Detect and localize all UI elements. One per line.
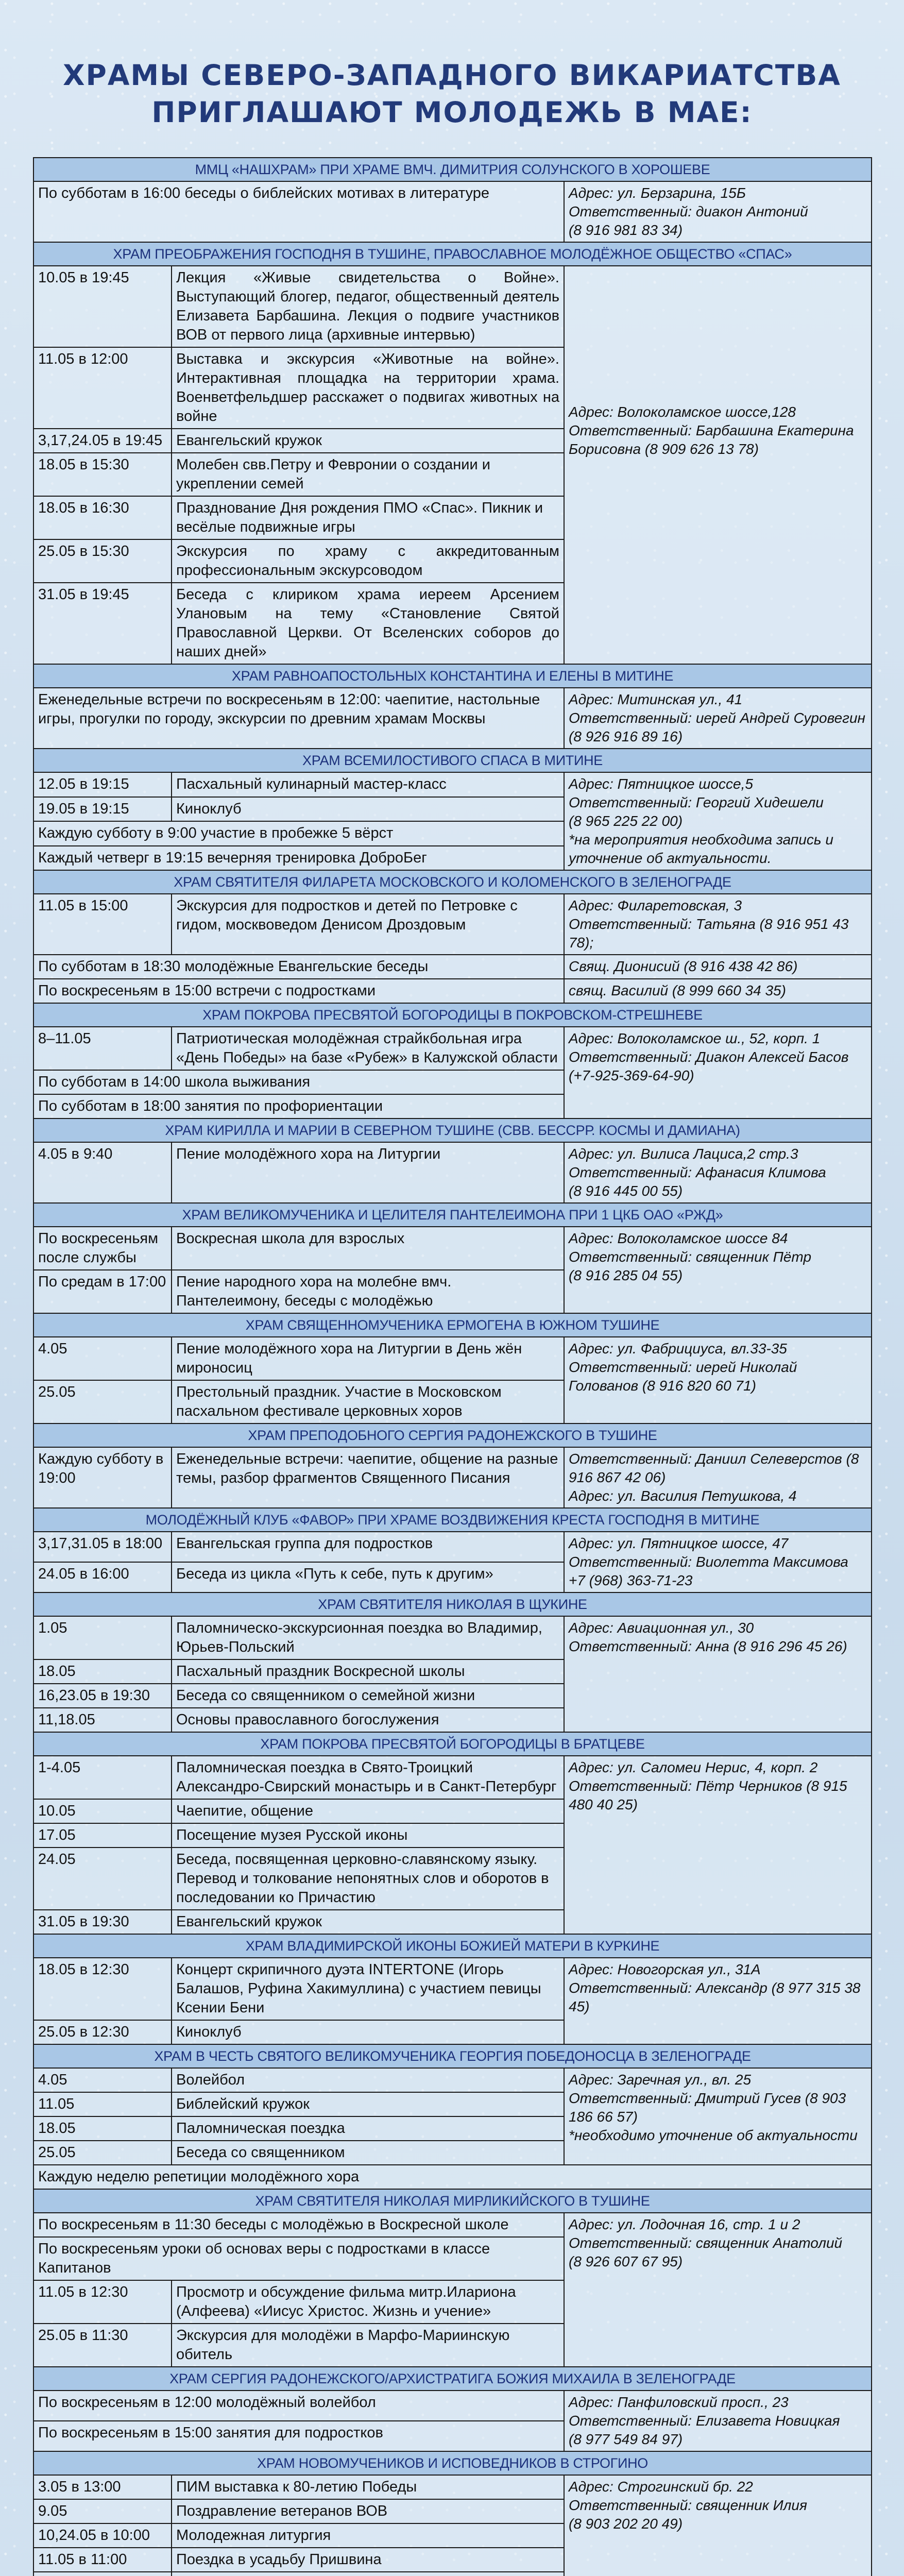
event-description: Посещение музея Русской иконы [172, 1823, 564, 1848]
event-description: Поездка в усадьбу Пришвина [172, 2548, 564, 2572]
event-date: 11.05 в 12:30 [33, 2280, 172, 2324]
event-date: 31.05 в 19:45 [33, 583, 172, 664]
event-date: 24.05 в 16:00 [33, 1562, 172, 1592]
event-row [33, 1447, 872, 1508]
event-description: Еженедельные встречи по воскресеньям в 12:00: чаепитие, настольные игры, прогулки по городу, экскурсии по древним храмам Москвы [33, 688, 564, 749]
schedule-table [33, 157, 872, 2576]
event-date: 31.05 в 19:30 [33, 1910, 172, 1934]
contact-info: Адрес: Митинская ул., 41 Ответственный: иерей Андрей Суровегин (8 926 916 89 16) [564, 688, 872, 749]
event-row [33, 1337, 872, 1380]
section-header: ХРАМ РАВНОАПОСТОЛЬНЫХ КОНСТАНТИНА И ЕЛЕНЫ В МИТИНЕ [33, 664, 872, 688]
event-date: 25.05 [33, 2141, 172, 2165]
event-description: Воскресная школа для взрослых [172, 1227, 564, 1270]
event-row [33, 1532, 872, 1562]
event-description: Престольный праздник. Участие в Московском пасхальном фестивале церковных хоров [172, 1380, 564, 1423]
event-date: 3.05 в 13:00 [33, 2475, 172, 2499]
event-row [33, 688, 872, 749]
event-date: 4.05 в 9:40 [33, 1142, 172, 1203]
event-date: 11.05 в 11:00 [33, 2548, 172, 2572]
event-date: 11.05 в 12:00 [33, 347, 172, 429]
section-header: ХРАМ ПОКРОВА ПРЕСВЯТОЙ БОГОРОДИЦЫ В БРАТЦЕВЕ [33, 1732, 872, 1756]
event-description: Паломническо-экскурсионная поездка во Владимир, Юрьев-Польский [172, 1616, 564, 1659]
event-row [33, 2068, 872, 2092]
event-date: 16,23.05 в 19:30 [33, 1684, 172, 1708]
contact-info: Адрес: Авиационная ул., 30 Ответственный: Анна (8 916 296 45 26) [564, 1616, 872, 1732]
event-row [33, 979, 872, 1003]
section-header: ХРАМ СВЯТИТЕЛЯ ФИЛАРЕТА МОСКОВСКОГО И КОЛОМЕНСКОГО В ЗЕЛЕНОГРАДЕ [33, 870, 872, 894]
section-header: ХРАМ ПОКРОВА ПРЕСВЯТОЙ БОГОРОДИЦЫ В ПОКРОВСКОМ-СТРЕШНЕВЕ [33, 1003, 872, 1027]
page-title-line-2: ПРИГЛАШАЮТ МОЛОДЕЖЬ В МАЕ: [151, 96, 753, 129]
event-date: 3,17,24.05 в 19:45 [33, 429, 172, 453]
event-date: 18.05 в 12:30 [33, 1958, 172, 2020]
page-title-line-1: ХРАМЫ СЕВЕРО-ЗАПАДНОГО ВИКАРИАТСТВА [63, 59, 841, 92]
event-row [33, 1027, 872, 1070]
event-date: 11,18.05 [33, 1708, 172, 1732]
section-header: ХРАМ НОВОМУЧЕНИКОВ И ИСПОВЕДНИКОВ В СТРОГИНО [33, 2451, 872, 2475]
event-row [33, 1142, 872, 1203]
section-header: ХРАМ ВЕЛИКОМУЧЕНИКА И ЦЕЛИТЕЛЯ ПАНТЕЛЕИМОНА ПРИ 1 ЦКБ ОАО «РЖД» [33, 1203, 872, 1227]
contact-info: Адрес: Пятницкое шоссе,5 Ответственный: Георгий Хидешели (8 965 225 22 00) *на мероприятия необходима запись и уточнение об актуальности. [564, 772, 872, 870]
event-date: 1-4.05 [33, 1756, 172, 1799]
event-row [33, 1227, 872, 1270]
section-header: ХРАМ КИРИЛЛА И МАРИИ В СЕВЕРНОМ ТУШИНЕ (СВВ. БЕССРР. КОСМЫ И ДАМИАНА) [33, 1118, 872, 1142]
section-header-row [33, 870, 872, 894]
section-header: ММЦ «НАШХРАМ» ПРИ ХРАМЕ ВМЧ. ДИМИТРИЯ СОЛУНСКОГО В ХОРОШЕВЕ [33, 158, 872, 181]
event-description: Молебен свв.Петру и Февронии о создании и укреплении семей [172, 453, 564, 496]
section-header-row [33, 1118, 872, 1142]
section-header-row [33, 1508, 872, 1532]
event-description: Пасхальный кулинарный мастер-класс [172, 772, 564, 797]
contact-info: Свящ. Дионисий (8 916 438 42 86) [564, 955, 872, 979]
contact-info: Адрес: Строгинский бр. 22 Ответственный: священник Илия (8 903 202 20 49) [564, 2475, 872, 2576]
event-row [33, 1616, 872, 1659]
section-header-row [33, 2044, 872, 2068]
event-description: По субботам в 18:00 занятия по профориентации [33, 1094, 564, 1118]
section-header-row [33, 1003, 872, 1027]
event-description: По субботам в 14:00 школа выживания [33, 1070, 564, 1094]
event-row [33, 894, 872, 955]
section-header-row [33, 749, 872, 772]
contact-info: Адрес: Заречная ул., вл. 25 Ответственный: Дмитрий Гусев (8 903 186 66 57) *необходимо уточнение об актуальности [564, 2068, 872, 2165]
event-description: Просмотр и обсуждение фильма митр.Илариона (Алфеева) «Иисус Христос. Жизнь и учение» [172, 2280, 564, 2324]
contact-info: Адрес: Панфиловский просп., 23 Ответственный: Елизавета Новицкая (8 977 549 84 97) [564, 2391, 872, 2451]
event-date: 11.05 [33, 2092, 172, 2116]
event-description: Патриотическая молодёжная страйкбольная игра «День Победы» на базе «Рубеж» в Калужской области [172, 1027, 564, 1070]
event-date: 24.05 [33, 1848, 172, 1910]
section-header-row [33, 2367, 872, 2391]
event-description: По субботам в 16:00 беседы о библейских мотивах в литературе [33, 181, 564, 242]
section-header: ХРАМ СВЯТИТЕЛЯ НИКОЛАЯ МИРЛИКИЙСКОГО В ТУШИНЕ [33, 2189, 872, 2213]
event-date: 10,24.05 в 10:00 [33, 2523, 172, 2548]
event-date: По воскресеньям после службы [33, 1227, 172, 1270]
event-date: 17.05 [33, 1823, 172, 1848]
event-description: Концерт скрипичного дуэта INTERTONE (Игорь Балашов, Руфина Хакимуллина) с участием певицы Ксении Бени [172, 1958, 564, 2020]
event-description: Беседа со священником [172, 2141, 564, 2165]
event-date: 3,17,31.05 в 18:00 [33, 1532, 172, 1562]
event-description: Беседа с клириком храма иереем Арсением Улановым на тему «Становление Святой Православной Церкви. От Вселенских соборов до наших дней» [172, 583, 564, 664]
contact-info: Адрес: Волоколамское шоссе,128 Ответственный: Барбашина Екатерина Борисовна (8 909 626 13 78) [564, 266, 872, 664]
event-description: Евангельский кружок [172, 1910, 564, 1934]
section-header: ХРАМ ПРЕОБРАЖЕНИЯ ГОСПОДНЯ В ТУШИНЕ, ПРАВОСЛАВНОЕ МОЛОДЁЖНОЕ ОБЩЕСТВО «СПАС» [33, 242, 872, 266]
event-date: 8–11.05 [33, 1027, 172, 1070]
event-date: 18.05 [33, 1659, 172, 1684]
section-header-row [33, 242, 872, 266]
contact-info: Адрес: Новогорская ул., 31А Ответственный: Александр (8 977 315 38 45) [564, 1958, 872, 2044]
event-date: 25.05 в 11:30 [33, 2324, 172, 2367]
event-description: Библейский кружок [172, 2092, 564, 2116]
contact-info: Адрес: Волоколамское шоссе 84 Ответственный: священник Пётр (8 916 285 04 55) [564, 1227, 872, 1313]
event-description: Пение народного хора на молебне вмч. Пантелеимону, беседы с молодёжью [172, 1270, 564, 1313]
event-description: Киноклуб [172, 2020, 564, 2044]
event-row [33, 2213, 872, 2237]
section-header: МОЛОДЁЖНЫЙ КЛУБ «ФАВОР» ПРИ ХРАМЕ ВОЗДВИЖЕНИЯ КРЕСТА ГОСПОДНЯ В МИТИНЕ [33, 1508, 872, 1532]
event-description: Пение молодёжного хора на Литургии [172, 1142, 564, 1203]
event-description: Беседа, посвященная церковно-славянскому языку. Перевод и толкование непонятных слов и оборотов в последовании ко Причастию [172, 1848, 564, 1910]
section-header-row [33, 2451, 872, 2475]
event-description: Чаепитие, общение [172, 1799, 564, 1823]
event-description: Киноклуб [172, 797, 564, 822]
contact-info: Адрес: ул. Берзарина, 15Б Ответственный: диакон Антоний (8 916 981 83 34) [564, 181, 872, 242]
event-row [33, 1958, 872, 2020]
event-date: По средам в 17:00 [33, 1270, 172, 1313]
event-description: По воскресеньям в 12:00 молодёжный волейбол [33, 2391, 564, 2421]
section-header-row [33, 1313, 872, 1337]
event-date: 11.05 в 15:00 [33, 894, 172, 955]
event-description: Празднование Дня рождения ПМО «Спас». Пикник и весёлые подвижные игры [172, 496, 564, 539]
event-description: По воскресеньям уроки об основах веры с подростками в классе Капитанов [33, 2237, 564, 2280]
page-title [0, 57, 904, 131]
event-row [33, 181, 872, 242]
event-description: Волейбол [172, 2068, 564, 2092]
event-description: Поздравление ветеранов ВОВ [172, 2499, 564, 2523]
event-description: Пасхальный праздник Воскресной школы [172, 1659, 564, 1684]
contact-info: Адрес: Волоколамское ш., 52, корп. 1 Ответственный: Диакон Алексей Басов (+7-925-369-64-90) [564, 1027, 872, 1118]
spacer [569, 266, 867, 403]
section-header-row [33, 1423, 872, 1447]
event-description: Евангельский кружок [172, 429, 564, 453]
event-date: 4.05 [33, 1337, 172, 1380]
section-header: ХРАМ ВСЕМИЛОСТИВОГО СПАСА В МИТИНЕ [33, 749, 872, 772]
section-header-row [33, 664, 872, 688]
section-header: ХРАМ СВЯТИТЕЛЯ НИКОЛАЯ В ЩУКИНЕ [33, 1592, 872, 1616]
event-date: 1.05 [33, 1616, 172, 1659]
event-description: По воскресеньям в 15:00 встречи с подростками [33, 979, 564, 1003]
event-description: Евангельская группа для подростков [172, 1532, 564, 1562]
event-description: По воскресеньям в 15:00 занятия для подростков [33, 2421, 564, 2451]
event-date: 10.05 [33, 1799, 172, 1823]
section-footer-row [33, 2165, 872, 2189]
event-date: 10.05 в 19:45 [33, 266, 172, 347]
event-date: 18.05 [33, 2116, 172, 2141]
event-description: Паломническая поездка в Свято-Троицкий Александро-Свирский монастырь и в Санкт-Петербург [172, 1756, 564, 1799]
event-row [33, 2391, 872, 2421]
section-header: ХРАМ В ЧЕСТЬ СВЯТОГО ВЕЛИКОМУЧЕНИКА ГЕОРГИЯ ПОБЕДОНОСЦА В ЗЕЛЕНОГРАДЕ [33, 2044, 872, 2068]
event-description [172, 2572, 564, 2576]
event-description: Экскурсия для подростков и детей по Петровке с гидом, москвоведом Денисом Дроздовым [172, 894, 564, 955]
contact-info: Адрес: ул. Пятницкое шоссе, 47 Ответственный: Виолетта Максимова +7 (968) 363-71-23 [564, 1532, 872, 1592]
event-description: Пение молодёжного хора на Литургии в День жён мироносиц [172, 1337, 564, 1380]
event-date: 18.05 в 15:30 [33, 453, 172, 496]
section-header-row [33, 2189, 872, 2213]
event-description: Беседа со священником о семейной жизни [172, 1684, 564, 1708]
event-date: 25.05 в 15:30 [33, 539, 172, 583]
event-date: 18.05 в 16:30 [33, 496, 172, 539]
event-row [33, 266, 872, 347]
event-description: Беседа из цикла «Путь к себе, путь к другим» [172, 1562, 564, 1592]
section-header-row [33, 1732, 872, 1756]
event-date: 19.05 в 19:15 [33, 797, 172, 822]
event-row [33, 1756, 872, 1799]
event-date [33, 2572, 172, 2576]
contact-info: Адрес: ул. Фабрициуса, вл.33-35 Ответственный: иерей Николай Голованов (8 916 820 60 71) [564, 1337, 872, 1423]
event-description: Каждую субботу в 9:00 участие в пробежке 5 вёрст [33, 821, 564, 846]
section-footer-note: Каждую неделю репетиции молодёжного хора [33, 2165, 872, 2189]
section-header-row [33, 1203, 872, 1227]
section-header-row [33, 1592, 872, 1616]
contact-info: Ответственный: Даниил Селеверстов (8 916 867 42 06) Адрес: ул. Василия Петушкова, 4 [564, 1447, 872, 1508]
contact-info: Адрес: Филаретовская, 3 Ответственный: Татьяна (8 916 951 43 78); [564, 894, 872, 955]
event-description: ПИМ выставка к 80-летию Победы [172, 2475, 564, 2499]
event-date: 12.05 в 19:15 [33, 772, 172, 797]
event-description: По воскресеньям в 11:30 беседы с молодёжью в Воскресной школе [33, 2213, 564, 2237]
contact-info: Адрес: ул. Вилиса Лациса,2 стр.3 Ответственный: Афанасия Климова (8 916 445 00 55) [564, 1142, 872, 1203]
event-description: Лекция «Живые свидетельства о Войне». Выступающий блогер, педагог, общественный деятель Елизавета Барбашина. Лекция о подвиге участников ВОВ от первого лица (архивные интервью) [172, 266, 564, 347]
contact-info: Адрес: ул. Лодочная 16, стр. 1 и 2 Ответственный: священник Анатолий (8 926 607 67 95) [564, 2213, 872, 2367]
section-header: ХРАМ ПРЕПОДОБНОГО СЕРГИЯ РАДОНЕЖСКОГО В ТУШИНЕ [33, 1423, 872, 1447]
event-date: 25.05 в 12:30 [33, 2020, 172, 2044]
event-date: Каждую субботу в 19:00 [33, 1447, 172, 1508]
event-date: 9.05 [33, 2499, 172, 2523]
event-description: Каждый четверг в 19:15 вечерняя тренировка ДоброБег [33, 846, 564, 871]
event-description: Паломническая поездка [172, 2116, 564, 2141]
event-description: Еженедельные встречи: чаепитие, общение на разные темы, разбор фрагментов Священного Писания [172, 1447, 564, 1508]
section-header: ХРАМ СВЯЩЕННОМУЧЕНИКА ЕРМОГЕНА В ЮЖНОМ ТУШИНЕ [33, 1313, 872, 1337]
event-date: 25.05 [33, 1380, 172, 1423]
event-description: Молодежная литургия [172, 2523, 564, 2548]
section-header-row [33, 158, 872, 181]
event-description: По субботам в 18:30 молодёжные Евангельские беседы [33, 955, 564, 979]
event-row [33, 772, 872, 797]
section-header: ХРАМ ВЛАДИМИРСКОЙ ИКОНЫ БОЖИЕЙ МАТЕРИ В КУРКИНЕ [33, 1934, 872, 1958]
event-description: Основы православного богослужения [172, 1708, 564, 1732]
section-header: ХРАМ СЕРГИЯ РАДОНЕЖСКОГО/АРХИСТРАТИГА БОЖИЯ МИХАИЛА В ЗЕЛЕНОГРАДЕ [33, 2367, 872, 2391]
event-description: Экскурсия по храму с аккредитованным профессиональным экскурсоводом [172, 539, 564, 583]
contact-info: свящ. Василий (8 999 660 34 35) [564, 979, 872, 1003]
event-description: Экскурсия для молодёжи в Марфо-Мариинскую обитель [172, 2324, 564, 2367]
contact-info: Адрес: ул. Саломеи Нерис, 4, корп. 2 Ответственный: Пётр Черников (8 915 480 40 25) [564, 1756, 872, 1934]
section-header-row [33, 1934, 872, 1958]
event-description: Выставка и экскурсия «Животные на войне». Интерактивная площадка на территории храма. Военветфельдшер расскажет о подвигах животных на войне [172, 347, 564, 429]
event-row [33, 955, 872, 979]
event-date: 4.05 [33, 2068, 172, 2092]
event-row [33, 2475, 872, 2499]
